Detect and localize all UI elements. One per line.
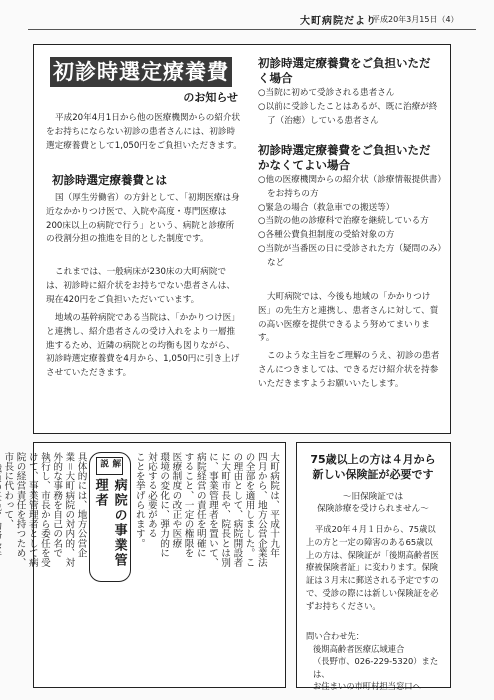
contact-line-3: お住まいの市町村担当窓口へ: [313, 681, 421, 692]
insurance-headline-line-1: 75歳以上の方は４月から: [310, 453, 436, 466]
list-item: ○緊急の場合（救急車での搬送等）: [258, 202, 395, 213]
issue-date-page: 平成20年3月15日（4）: [372, 15, 459, 24]
insurance-body: 平成20年４月１日から、75歳以上の方と一定の障害のある65歳以上の方は、保険証が「後期高齢者医療被保険者証」に変わります。保険証は３月末に郵送される予定ですので、受診の際には新しい保険証を必ずお持ちください。: [306, 524, 439, 611]
column-content: [2, 452, 279, 678]
contact-label: 問い合わせ先：: [306, 631, 365, 641]
column-line: の理由として、病院開設者: [231, 452, 243, 568]
header-rule: [28, 29, 476, 30]
column-tag: 解説: [96, 457, 122, 475]
contact-line-2: （長野市、026-229-5320）または、: [313, 656, 439, 679]
column-line: に大町市長や、院長とは別: [219, 452, 231, 568]
insurance-subhead: [306, 491, 440, 515]
column-line: 業＝大町病院の対内的、対: [63, 452, 75, 568]
column-line: 院の経営責任を持つため、: [14, 452, 26, 568]
list-item: ○当院の他の診療科で治療を継続している方: [258, 216, 429, 227]
burden-list: [258, 87, 442, 128]
about-heading: 初診時選定療養費とは: [52, 173, 167, 187]
noburden-heading: 初診時選定療養費をご負担いただかなくてよい場合: [258, 143, 431, 172]
about-paragraph-3: 地域の基幹病院である当院は、「かかりつけ医」と連携し、紹介患者さんの受け入れをより一層推進するため、近隣の病院との均衡も図りながら、初診時選定療養費を4月から、1,050円に引き上げさせていただきます。: [46, 313, 240, 379]
column-line: ことを挙げられます。: [133, 452, 145, 548]
contact-line-1: 後期高齢者医療広域連合: [313, 643, 405, 654]
insurance-contact: [306, 630, 442, 693]
burden-heading: 初診時選定療養費をご負担いただく場合: [258, 56, 431, 85]
column-line: すること、一定の権限を: [182, 452, 194, 558]
column-line: 環境の変化に、弾力的に: [158, 452, 170, 558]
closing-paragraph-2: このような主旨をご理解のうえ、初診の患者さんにつきましては、できるだけ紹介状を持参いただきますようお願いいたします。: [258, 351, 440, 389]
article-title: 初診時選定療養費: [50, 57, 232, 87]
column-line: 対応する必要がある: [145, 452, 157, 539]
list-item: ○以前に受診したことはあるが、既に治療が終了（治癒）している患者さん: [258, 101, 438, 126]
column-line: 大町病院は、平成十九年: [268, 452, 279, 558]
column-line: に、事業管理者を置いて、: [206, 452, 218, 568]
column-line: 四月から、地方公営企業法: [255, 452, 267, 568]
intro-paragraph: 平成20年4月1日から他の医療機関からの紹介状をお持ちにならない初診の患者さんには、初診時選定療養費として1,050円をご負担いただきます。: [46, 113, 242, 151]
article-subtitle: のお知らせ: [183, 91, 238, 104]
about-paragraph-2: これまでは、一般病床が230床の大町病院では、初診時に紹介状をお持ちでない患者さんは、現在420円をご負担いただいています。: [46, 267, 235, 305]
column-title: 病院の事業管理者: [92, 478, 127, 569]
closing-paragraph-1: 大町病院では、今後も地域の「かかりつけ医」の先生方と連携し、患者さんに対して、質の高い医療を提供できるよう努めてまいります。: [258, 292, 439, 344]
insurance-headline: [306, 452, 440, 482]
column-line: 病院経営の責任を明確に: [194, 452, 206, 558]
list-item: ○各種公費負担制度の受給対象の方: [258, 230, 395, 241]
column-line: 具体的には、地方公営企: [75, 452, 87, 558]
insurance-headline-line-2: 新しい保険証が必要です: [312, 468, 434, 481]
column-text-block: [0, 452, 279, 676]
insurance-subhead-line-2: 保険診療を受けられません～: [317, 504, 429, 514]
noburden-list: [258, 174, 442, 271]
column-line: 医療制度の改正や医療: [170, 452, 182, 548]
list-item: ○他の医療機関からの紹介状（診療情報提供書）をお持ちの方: [258, 175, 442, 199]
column-line: の全部を適用しました。こ: [243, 452, 255, 568]
column-line: 市長に代わって、: [2, 452, 14, 529]
insurance-subhead-line-1: ～旧保険証では: [342, 492, 404, 502]
list-item: ○当院が当番医の日に受診された方（疑問のみ）など: [258, 243, 442, 268]
list-item: ○当院に初めて受診される患者さん: [258, 88, 395, 98]
article-title-banner: [46, 55, 242, 105]
newsletter-name: 大町病院だより: [300, 16, 377, 27]
column-title-pill: [89, 452, 131, 582]
column-line: 外的な事務を自己の名で: [51, 452, 63, 558]
column-line: けて、事業管理者として病: [26, 452, 38, 568]
page-header: [0, 4, 494, 30]
column-line: 執行し、市長から委任を受: [38, 452, 50, 568]
about-paragraph-1: 国（厚生労働省）の方針として、「初期医療は身近なかかりつけ医で、入院や高度・専門医療は200床以上の病院で行う」という、病院と診療所の役割分担の推進を目的とした制度です。: [46, 193, 240, 245]
